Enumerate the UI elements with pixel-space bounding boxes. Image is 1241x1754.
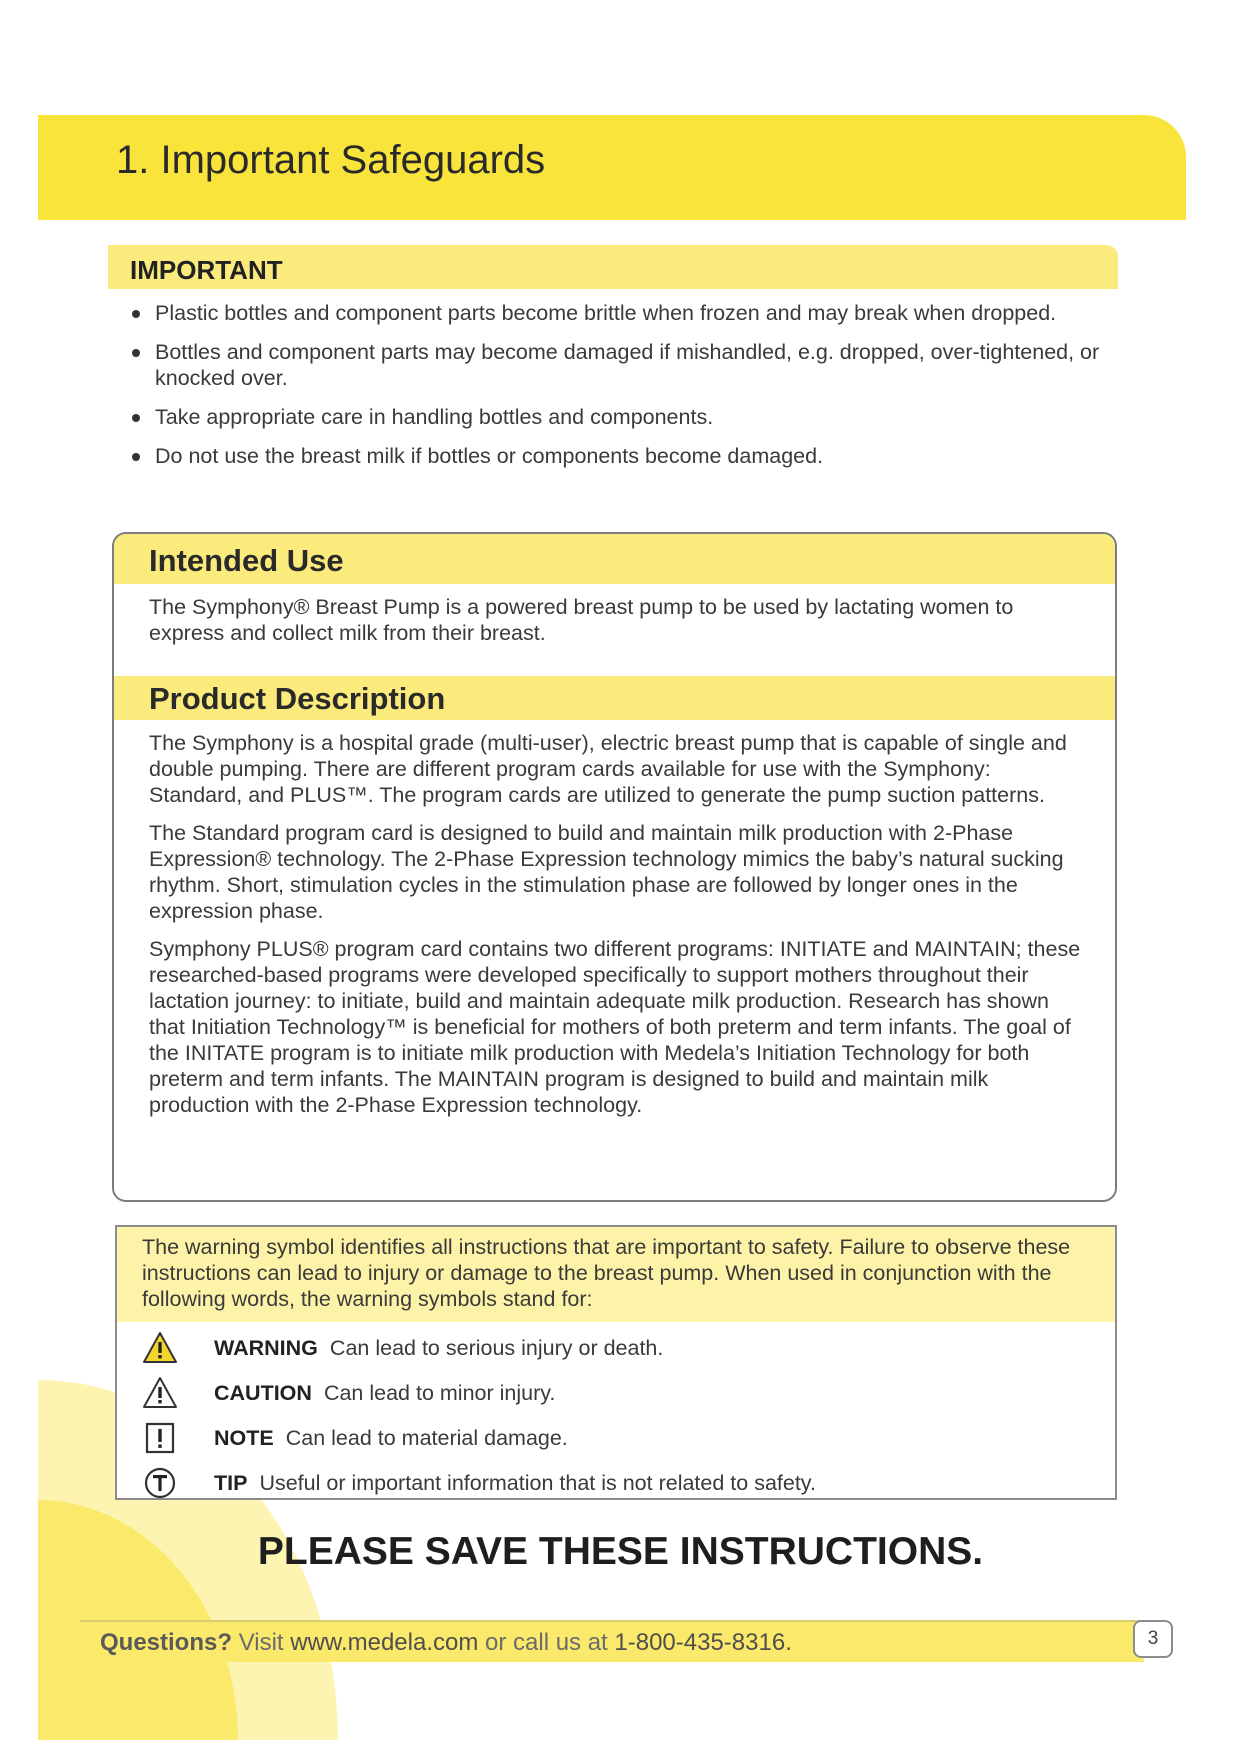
footer-contact — [100, 1629, 792, 1657]
intended-use-text: The Symphony® Breast Pump is a powered breast pump to be used by lactating women to express and collect milk from their breast. — [149, 595, 1014, 645]
product-description-paragraph-2: The Standard program card is designed to build and maintain milk production with 2-Phase Expression® technology. The 2-Phase Expression technology mimics the baby’s natural sucking rhythm. Short, stimulation cycles in the stimulation phase are followed by longer ones in the expression phase. — [149, 821, 1064, 923]
legend-intro — [117, 1227, 1115, 1322]
warning-legend-box — [115, 1225, 1117, 1500]
footer-visit: Visit — [238, 1629, 284, 1656]
page-number: 3 — [1133, 1620, 1173, 1658]
legend-intro-text: The warning symbol identifies all instructions that are important to safety. Failure to observe these instructions can lead to injury or damage to the breast pump. When used in conjunction with the following words, the warning symbols stand for: — [142, 1235, 1071, 1311]
legend-desc: Can lead to material damage. — [285, 1426, 568, 1450]
save-instructions-notice: PLEASE SAVE THESE INSTRUCTIONS. — [257, 1530, 984, 1573]
list-item: Do not use the breast milk if bottles or components become damaged. — [130, 443, 1130, 469]
intended-use-header — [114, 534, 1115, 584]
legend-term: CAUTION — [214, 1381, 312, 1405]
legend-term: WARNING — [214, 1336, 318, 1360]
legend-item-tip — [142, 1465, 1092, 1501]
page-title: 1. Important Safeguards — [116, 138, 546, 182]
caution-triangle-icon — [142, 1375, 178, 1411]
important-list — [130, 300, 1130, 482]
legend-desc: Can lead to serious injury or death. — [329, 1336, 664, 1360]
legend-desc: Useful or important information that is not related to safety. — [259, 1471, 816, 1495]
footer-url-link[interactable]: www.medela.com — [290, 1629, 479, 1656]
footer-call: or call us at — [485, 1629, 608, 1656]
list-item: Take appropriate care in handling bottles and components. — [130, 404, 1130, 430]
legend-item-note — [142, 1420, 1092, 1456]
legend-item-warning — [142, 1330, 1092, 1366]
product-description-header — [114, 676, 1115, 720]
footer-questions: Questions? — [100, 1629, 233, 1656]
note-box-icon — [142, 1420, 178, 1456]
tip-circle-icon — [142, 1465, 178, 1501]
product-description-heading: Product Description — [149, 681, 446, 716]
info-box — [112, 532, 1117, 1202]
list-item: Bottles and component parts may become damaged if mishandled, e.g. dropped, over-tightened, or knocked over. — [130, 339, 1130, 391]
product-description-paragraph-3: Symphony PLUS® program card contains two different programs: INITIATE and MAINTAIN; these researched-based programs were developed specifically to support mothers throughout their lactation journey: to initiate, build and maintain adequate milk production. Research has shown that Initiation Technology™ is beneficial for mothers of both preterm and term infants. The goal of the INITATE program is to initiate milk production with Medela’s Initiation Technology for both preterm and term infants. The MAINTAIN program is designed to build and maintain milk production with the 2-Phase Expression technology. — [149, 937, 1081, 1117]
legend-item-caution — [142, 1375, 1092, 1411]
intended-use-heading: Intended Use — [149, 543, 344, 578]
footer-phone[interactable]: 1-800-435-8316. — [614, 1629, 792, 1656]
warning-triangle-filled-icon — [142, 1330, 178, 1366]
legend-term: TIP — [214, 1471, 248, 1495]
legend-term: NOTE — [214, 1426, 274, 1450]
product-description-paragraph-1: The Symphony is a hospital grade (multi-user), electric breast pump that is capable of single and double pumping. There are different program cards available for use with the Symphony: Standard, and PLUS™. The program cards are utilized to generate the pump suction patterns. — [149, 731, 1067, 807]
legend-desc: Can lead to minor injury. — [323, 1381, 556, 1405]
important-label: IMPORTANT — [130, 255, 283, 285]
footer-bar — [80, 1620, 1144, 1662]
list-item: Plastic bottles and component parts become brittle when frozen and may break when dropped. — [130, 300, 1130, 326]
